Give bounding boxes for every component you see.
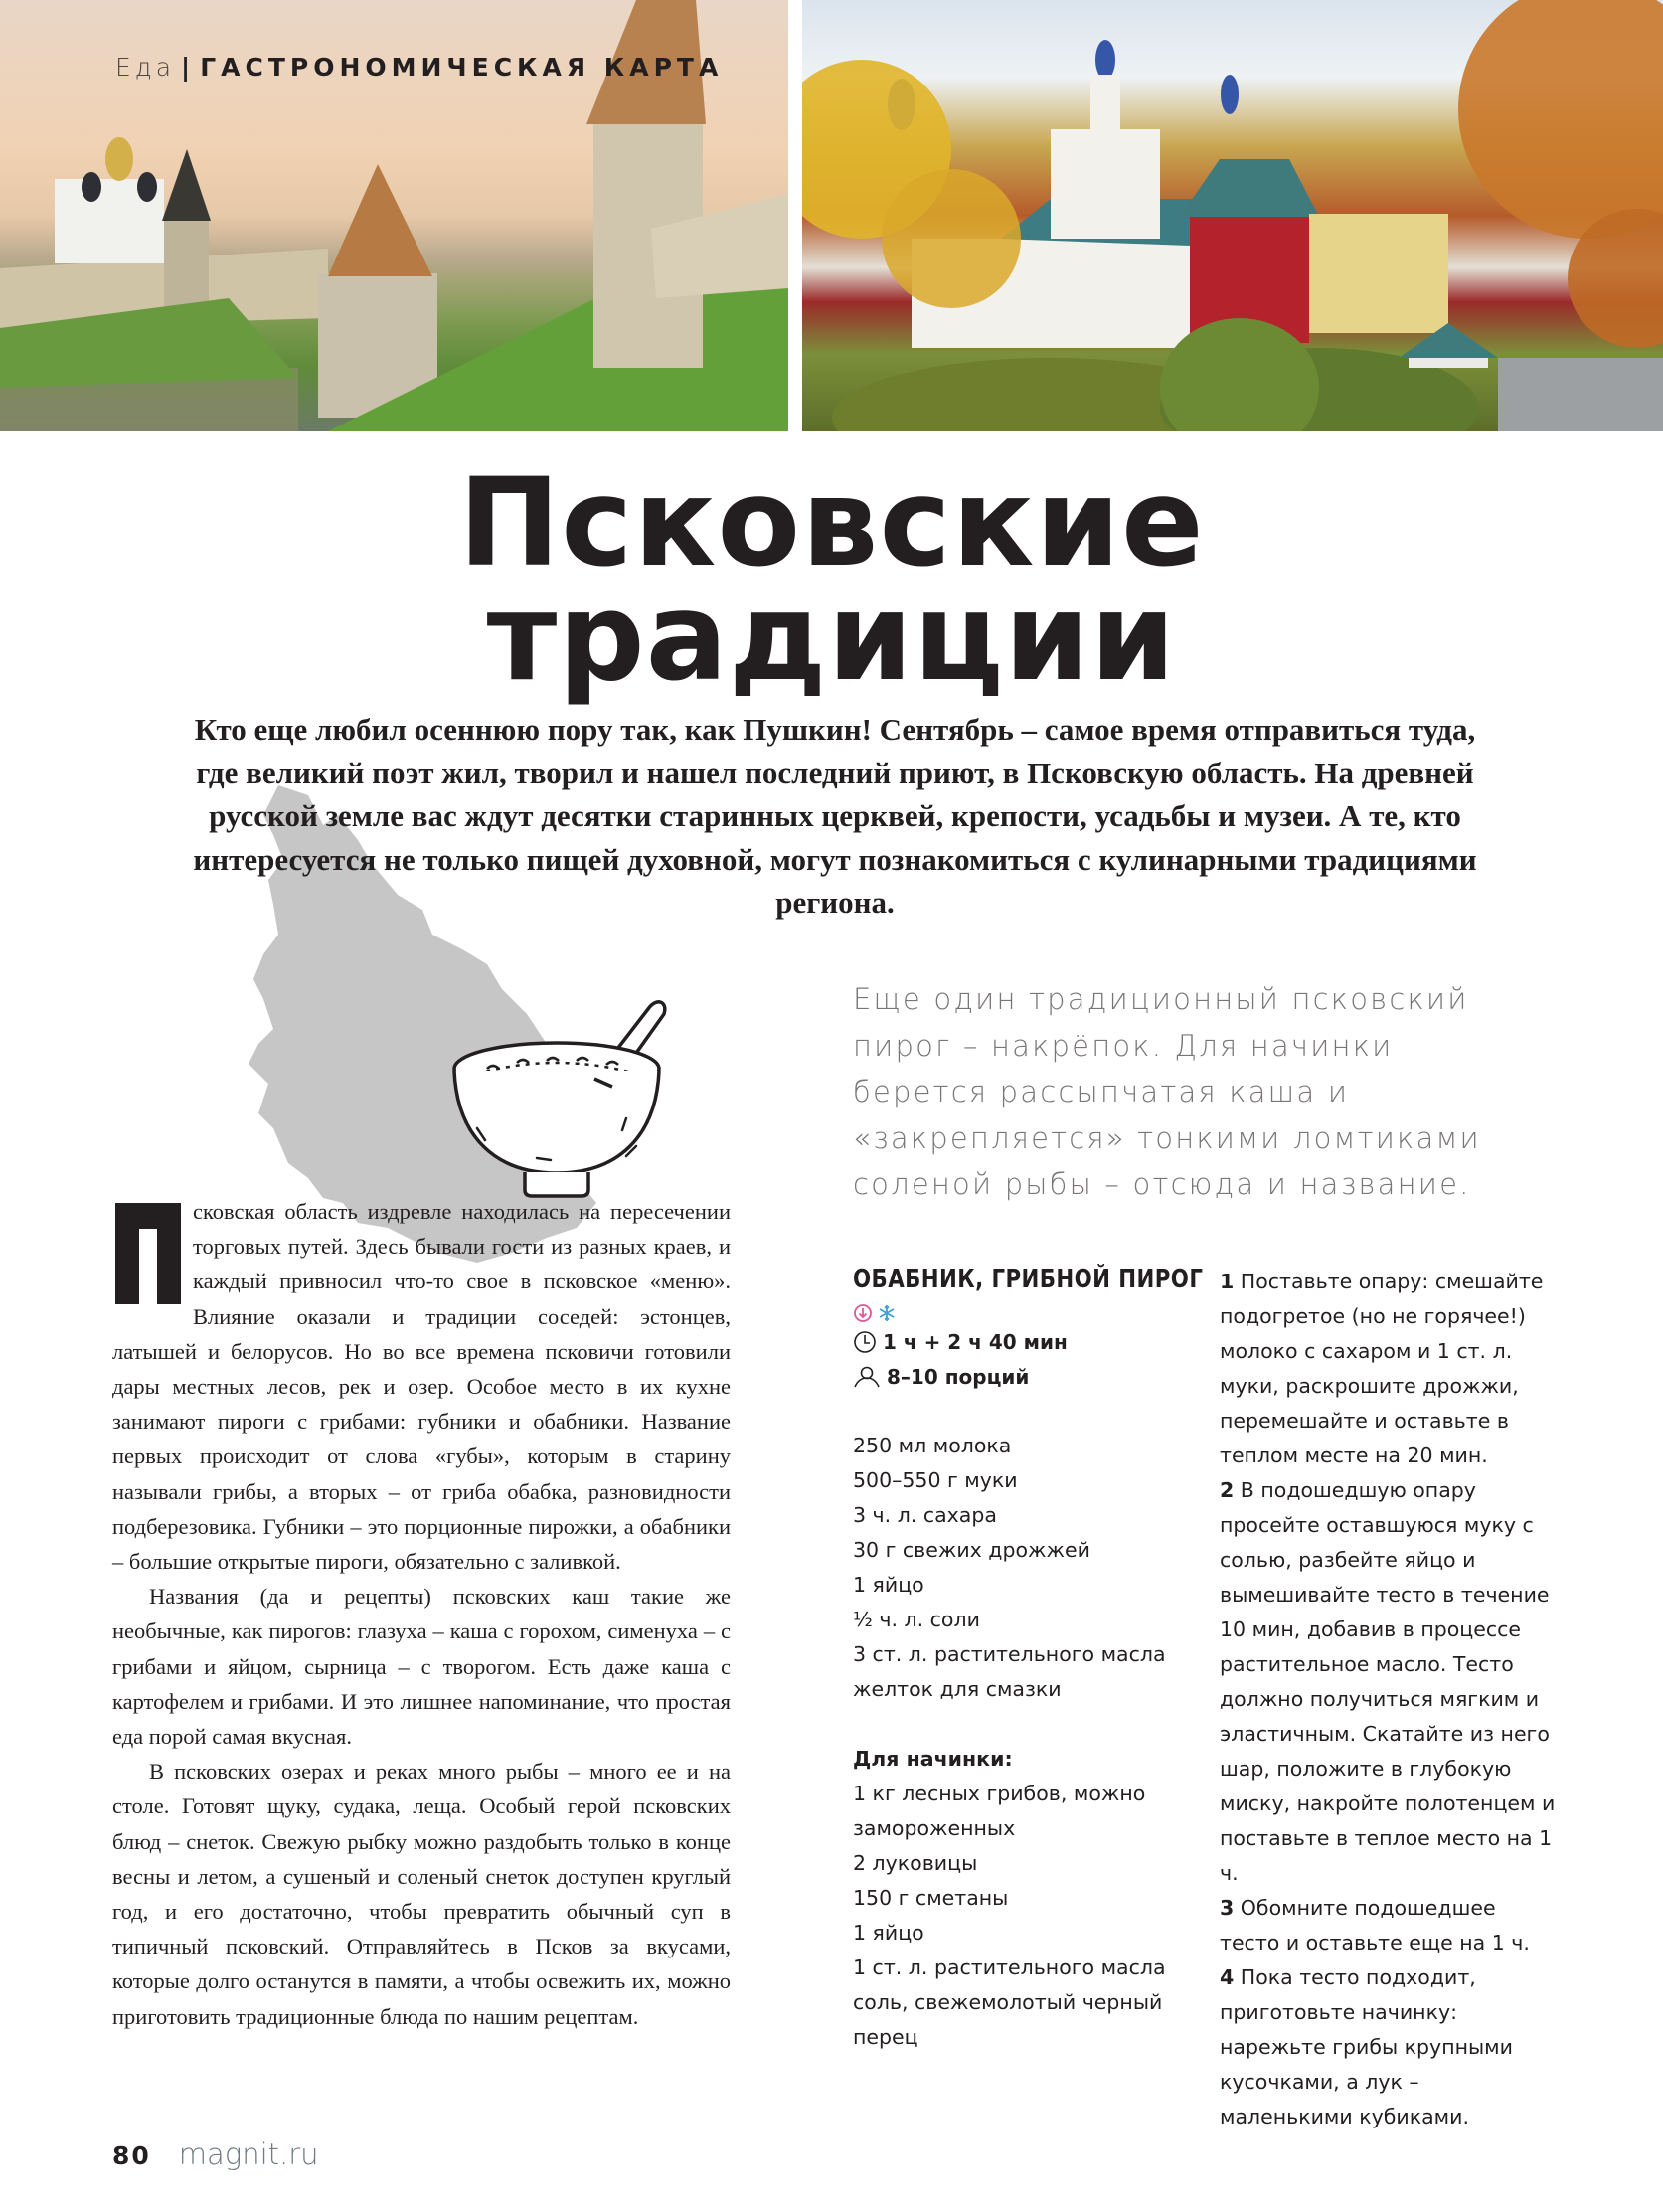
page-number: 80 bbox=[112, 2141, 151, 2170]
filling-item: 1 кг лесных грибов, можно bbox=[853, 1782, 1146, 1805]
filling-item: соль, свежемолотый черный bbox=[853, 1990, 1163, 2014]
cook-time: 1 ч + 2 ч 40 мин bbox=[883, 1329, 1068, 1354]
ingredient-item: 1 яйцо bbox=[853, 1573, 924, 1597]
recipe-steps bbox=[1220, 1265, 1558, 2134]
step-number: 4 bbox=[1220, 1965, 1235, 1989]
photo-pechory-monastery bbox=[802, 0, 1663, 431]
step-number: 1 bbox=[1220, 1270, 1235, 1293]
article-paragraph-2: Названия (да и рецепты) псковских каш такие же необычные, как пирогов: глазуха – каша с горохом, сименуха – с грибами и яйцом, сырница – с творогом. Есть даже каша с картофелем и грибами. И это лишнее напоминание, что простая еда порой самая вкусная. bbox=[112, 1584, 731, 1750]
ingredient-list bbox=[853, 1429, 1191, 2055]
recipe-card bbox=[853, 1265, 1204, 2055]
step-number: 2 bbox=[1220, 1478, 1235, 1502]
step-text: В подошедшую опару просейте оставшуюся муку с солью, разбейте яйцо и вымешивайте тесто в течение 10 мин, добавив в процессе растительное масло. Тесто должно получиться мягким и эластичным. Скатайте из него шар, положите в глубокую миску, накройте полотенцем и поставьте в теплое место на 1 ч. bbox=[1220, 1478, 1556, 1885]
monastery-illustration bbox=[802, 0, 1663, 431]
article-paragraph-3: В псковских озерах и реках много рыбы – много ее и на столе. Готовят щуку, судака, леща. Особый герой псковских блюд – снеток. Свежую рыбку можно раздобыть только в конце весны и летом, а сушеный и соленый снеток доступен круглый год, и его достаточно, чтобы превратить обычный суп в типичный псковский. Отправляйтесь в Псков за вкусами, которые долго останутся в памяти, а чтобы освежить их, можно приготовить традиционные блюда по нашим рецептам. bbox=[112, 1759, 731, 2029]
filling-item: 1 яйцо bbox=[853, 1921, 924, 1945]
filling-item: перец bbox=[853, 2025, 918, 2049]
section-kicker bbox=[115, 53, 723, 82]
step-text: Поставьте опару: смешайте подогретое (но не горячее!) молоко с сахаром и 1 ст. л. муки, раскрошите дрожжи, перемешайте и оставьте в теплом месте на 20 мин. bbox=[1220, 1270, 1544, 1467]
filling-item: замороженных bbox=[853, 1816, 1016, 1840]
article-body bbox=[112, 1194, 731, 2034]
servings: 8–10 порций bbox=[887, 1364, 1030, 1389]
page-footer bbox=[112, 2137, 319, 2171]
recipe-step-1 bbox=[1220, 1265, 1558, 1473]
ingredient-item: 3 ст. л. растительного масла bbox=[853, 1642, 1166, 1666]
filling-item: 150 г сметаны bbox=[853, 1886, 1009, 1910]
ingredient-item: желток для смазки bbox=[853, 1677, 1062, 1701]
step-number: 3 bbox=[1220, 1896, 1235, 1920]
article-paragraph-1-text: сковская область издревле находилась на пересечении торговых путей. Здесь бывали гости из разных краев, и каждый привносил что-то свое в псковское «меню». Влияние оказали и традиции соседей: эстонцев, латышей и белорусов. Но во все времена псковичи готовили дары местных лесов, рек и озер. Особое место в их кухне занимают пироги с грибами: губники и обабники. Название первых происходит от слова «губы», которым в старину называли грибы, а вторых – от гриба обабка, разновидности подберезовика. Губники – это порционные пирожки, а обабники – большие открытые пироги, обязательно с заливкой. bbox=[112, 1199, 731, 1575]
recipe-title: ОБАБНИК, ГРИБНОЙ ПИРОГ bbox=[853, 1265, 1204, 1294]
recipe-badges bbox=[853, 1302, 1191, 1324]
recipe-step-4 bbox=[1220, 1960, 1558, 2134]
ingredient-item: 30 г свежих дрожжей bbox=[853, 1538, 1090, 1562]
person-icon bbox=[853, 1365, 881, 1389]
recipe-step-2 bbox=[1220, 1473, 1558, 1891]
site-link[interactable]: magnit.ru bbox=[178, 2137, 319, 2171]
step-text: Обомните подошедшее тесто и оставьте еще на 1 ч. bbox=[1220, 1896, 1530, 1955]
snowflake-icon bbox=[877, 1303, 897, 1323]
ingredient-item: ½ ч. л. соли bbox=[853, 1608, 980, 1631]
page-title-line-2: традиции bbox=[486, 567, 1177, 708]
filling-item: 1 ст. л. растительного масла bbox=[853, 1956, 1166, 1979]
filling-item: 2 луковицы bbox=[853, 1851, 978, 1875]
filling-heading: Для начинки: bbox=[853, 1747, 1013, 1771]
section-label: Еда bbox=[115, 53, 176, 82]
pull-quote: Еще один традиционный псковский пирог – накрёпок. Для начинки берется рассыпчатая каша и «закрепляется» тонкими ломтиками соленой рыбы – отсюда и название. bbox=[853, 982, 1481, 1201]
ingredient-item: 500–550 г муки bbox=[853, 1468, 1018, 1492]
clock-icon bbox=[853, 1330, 877, 1354]
recipe-step-3 bbox=[1220, 1891, 1558, 1960]
article-paragraph-1 bbox=[112, 1194, 731, 1579]
servings-row bbox=[853, 1359, 1191, 1394]
lead-paragraph: Кто еще любил осеннюю пору так, как Пушкин! Сентябрь – самое время отправиться туда, где великий поэт жил, творил и нашел последний приют, в Псковскую область. На древней русской земле вас ждут десятки старинных церквей, крепости, усадьбы и музеи. А те, кто интересуется не только пищей духовной, могут познакомиться с кулинарными традициями региона. bbox=[193, 712, 1477, 920]
step-text: Пока тесто подходит, приготовьте начинку: нарежьте грибы крупными кусочками, а лук – маленькими кубиками. bbox=[1220, 1965, 1513, 2128]
ingredient-item: 3 ч. л. сахара bbox=[853, 1503, 997, 1527]
kicker-separator: | bbox=[181, 53, 195, 82]
porridge-bowl-icon bbox=[437, 969, 676, 1198]
page-title-line-1: Псковские bbox=[458, 452, 1205, 594]
ingredient-item: 250 мл молока bbox=[853, 1434, 1012, 1457]
cook-time-row bbox=[853, 1324, 1191, 1359]
arrow-down-circle-icon bbox=[853, 1303, 873, 1323]
drop-cap bbox=[115, 1203, 181, 1304]
rubric-label: ГАСТРОНОМИЧЕСКАЯ КАРТА bbox=[200, 53, 724, 82]
